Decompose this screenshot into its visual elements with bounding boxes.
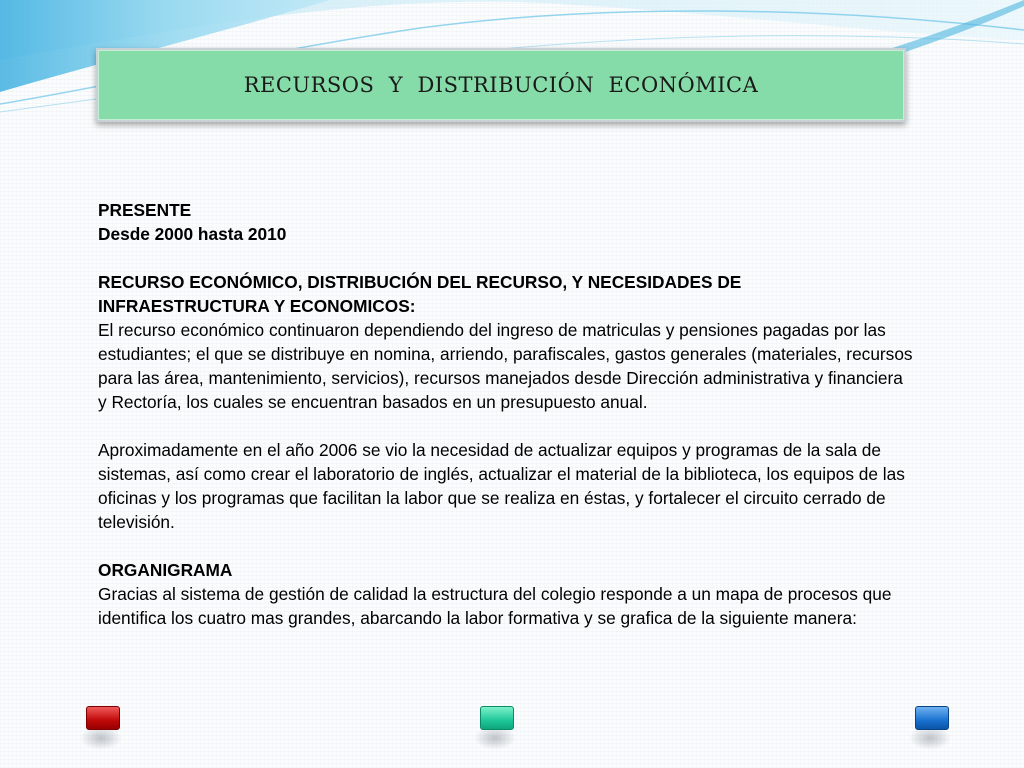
section1-heading-line2: INFRAESTRUCTURA Y ECONOMICOS: (98, 296, 416, 316)
section3-heading: ORGANIGRAMA (98, 560, 233, 580)
red-square-icon[interactable] (86, 706, 120, 730)
section2-paragraph: Aproximadamente en el año 2006 se vio la necesidad de actualizar equipos y programas de la sala de sistemas, así como crear el laboratorio de inglés, actualizar el material de la biblioteca, los equipos de las oficinas y los programas que facilitan la labor que se realiza en éstas, y fortalecer el circuito cerrado de televisión. (98, 440, 905, 532)
slide-title: RECURSOS Y DISTRIBUCIÓN ECONÓMICA (243, 73, 759, 97)
blue-square-icon[interactable] (915, 706, 949, 730)
slide-body (98, 198, 916, 630)
section1-paragraph: El recurso económico continuaron dependiendo del ingreso de matriculas y pensiones pagadas por las estudiantes; el que se distribuye en nomina, arriendo, parafiscales, gastos generales (materiales, recursos para las área, mantenimiento, servicios), recursos manejados desde Dirección administrativa y financiera y Rectoría, los cuales se encuentran basados en un presupuesto anual. (98, 320, 913, 412)
green-square-icon[interactable] (480, 706, 514, 730)
section1-heading-line1: RECURSO ECONÓMICO, DISTRIBUCIÓN DEL RECURSO, Y NECESIDADES DE (98, 272, 742, 292)
section3-paragraph: Gracias al sistema de gestión de calidad la estructura del colegio responde a un mapa de procesos que identifica los cuatro mas grandes, abarcando la labor formativa y se grafica de la siguiente manera: (98, 584, 892, 628)
title-banner (96, 48, 906, 122)
heading-present: PRESENTE (98, 200, 192, 220)
period-line: Desde 2000 hasta 2010 (98, 224, 287, 244)
